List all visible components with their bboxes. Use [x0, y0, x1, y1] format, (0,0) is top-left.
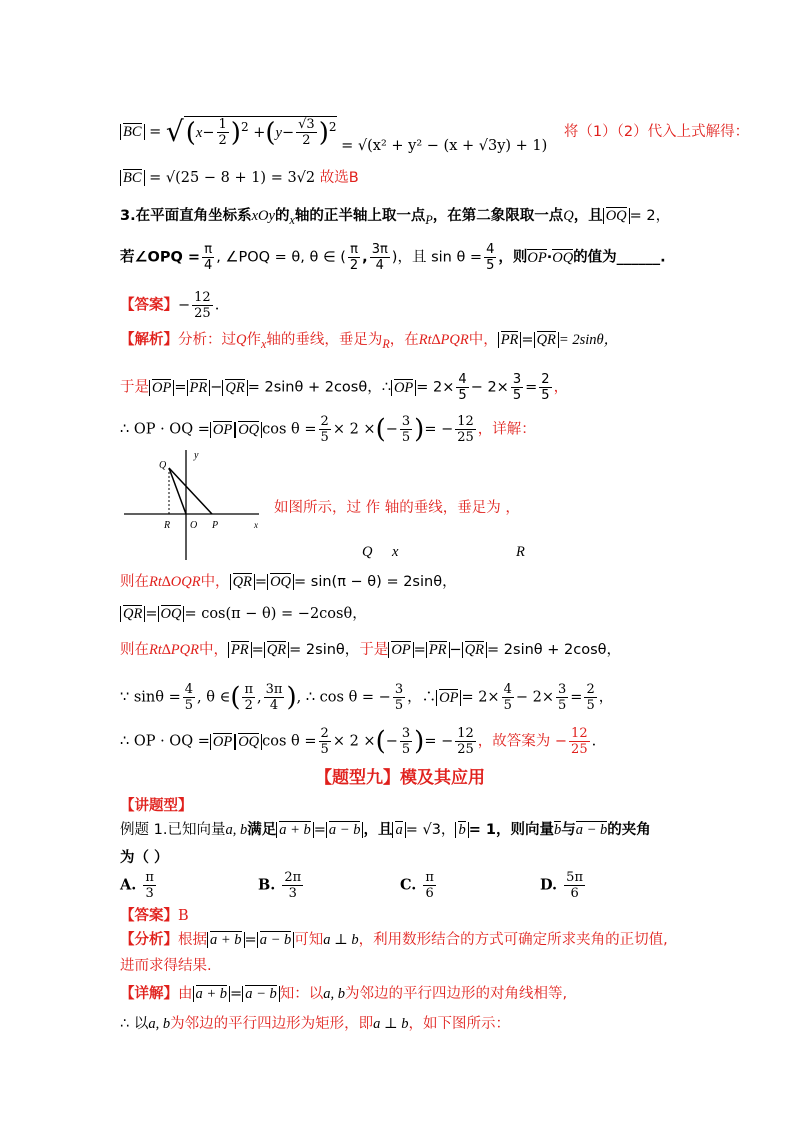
- answer-2-line: 【答案】B: [120, 908, 189, 924]
- analysis-line3: ∴ OP · OQ = OP OQ cos θ = $\frac{2}{5}$ × 2 ×(− $\frac{3}{5}$ )= − $\frac{12}{25}$ ，详解：: [120, 414, 536, 445]
- figure-caption: 如图所示，过 作 轴的垂线，垂足为 ，: [274, 500, 520, 516]
- analysis-line1: 【解析】分析：过Q作$_x$轴的垂线，垂足为$_R$，在Rt∆PQR中， PR = QR = 2sinθ，: [120, 332, 619, 351]
- detail-line2: QR = OQ = cos(π − θ) = −2cosθ，: [120, 604, 367, 624]
- option-b[interactable]: B. $\frac{2\pi}{3}$: [258, 870, 302, 901]
- detail-line3: 则在Rt∆PQR中， PR = QR = 2sinθ，于是 OP = PR − QR = 2sinθ + 2cosθ，: [120, 642, 622, 658]
- jiang-tag: 【讲题型】: [120, 798, 193, 814]
- label-y: y: [194, 450, 199, 461]
- section-heading: 【题型九】模及其应用: [315, 768, 485, 788]
- xiangjie-line: 【详解】由 a + b = a − b 知：以a, b为邻边的平行四边形的对角线相等,: [120, 986, 568, 1002]
- label-o: O: [190, 520, 198, 531]
- segment-qo: [169, 468, 186, 514]
- label-p: P: [212, 520, 219, 531]
- segment-qp: [169, 468, 212, 514]
- coordinate-figure: [124, 446, 264, 562]
- option-d[interactable]: D. $\frac{5\pi}{6}$: [540, 870, 583, 901]
- example-1-line2: 为（ ）: [120, 850, 169, 866]
- bc-formula-line: BC = √(x− $\frac{1}{2}$ )$^2$ +(y− $\frac{√3}{2}$ )$^2$ = √(x² + y² − (x + √3y) + 1) 将（1）（2）代入上式解得：: [120, 116, 749, 148]
- question-3-line2: 若∠OPQ = $\frac{\pi}{4}$ , ∠POQ = θ, θ ∈ ( $\frac{\pi}{2}$ , $\frac{3\pi}{4}$ )，且 sin θ = $\frac{4}{5}$ ，则OP·OQ的值为______.: [120, 242, 666, 273]
- figure-sub-x: x: [392, 544, 399, 560]
- question-3-line1: 3.在平面直角坐标系xOy的$_x$轴的正半轴上取一点$_P$，在第二象限取一点Q，且 OQ = 2，: [120, 208, 671, 227]
- example-1-line1: 例题 1.已知向量a, b满足 a + b = a − b ，且 a = √3， b = 1，则向量b与a − b的夹角: [120, 822, 651, 838]
- label-x: x: [254, 520, 258, 530]
- last-line: ∴ 以a, b为邻边的平行四边形为矩形，即a ⊥ b，如下图所示：: [120, 1016, 510, 1032]
- option-c[interactable]: C. $\frac{\pi}{6}$: [400, 870, 434, 901]
- label-q: Q: [159, 460, 167, 471]
- option-a[interactable]: A. $\frac{\pi}{3}$: [120, 870, 154, 901]
- bc-result-line: BC = √(25 − 8 + 1) = 3√2 故选B: [120, 168, 359, 188]
- fenxi-line1: 【分析】根据 a + b = a − b 可知a ⊥ b，利用数形结合的方式可确定所求夹角的正切值,: [120, 932, 668, 948]
- answer-line: 【答案】− $\frac{12}{25}$ .: [120, 290, 220, 321]
- analysis-line2: 于是 OP = PR − QR = 2sinθ + 2cosθ，∴ OP = 2× $\frac{4}{5}$ − 2× $\frac{3}{5}$ = $\frac{2}{5}$ ，: [120, 372, 569, 403]
- figure-sub-r: R: [516, 544, 525, 560]
- detail-line4: ∵ sinθ = $\frac{4}{5}$ , θ ∈( $\frac{\pi}{2}$ , $\frac{3\pi}{4}$ ), ∴ cos θ = − $\frac{3}{5}$ ，∴ OP = 2× $\frac{4}{5}$ − 2× $\frac{3}{5}$ = $\frac{2}{5}$ ，: [120, 682, 614, 713]
- figure-sub-q: Q: [362, 544, 373, 560]
- detail-line5: ∴ OP · OQ = OP OQ cos θ = $\frac{2}{5}$ × 2 ×(− $\frac{3}{5}$ )= − $\frac{12}{25}$ ，故答案为 − $\frac{12}{25}$ .: [120, 726, 597, 757]
- detail-line1: 则在Rt∆OQR中， QR = OQ = sin(π − θ) = 2sinθ，: [120, 574, 457, 590]
- label-r: R: [164, 520, 171, 531]
- fenxi-line2: 进而求得结果.: [120, 958, 212, 974]
